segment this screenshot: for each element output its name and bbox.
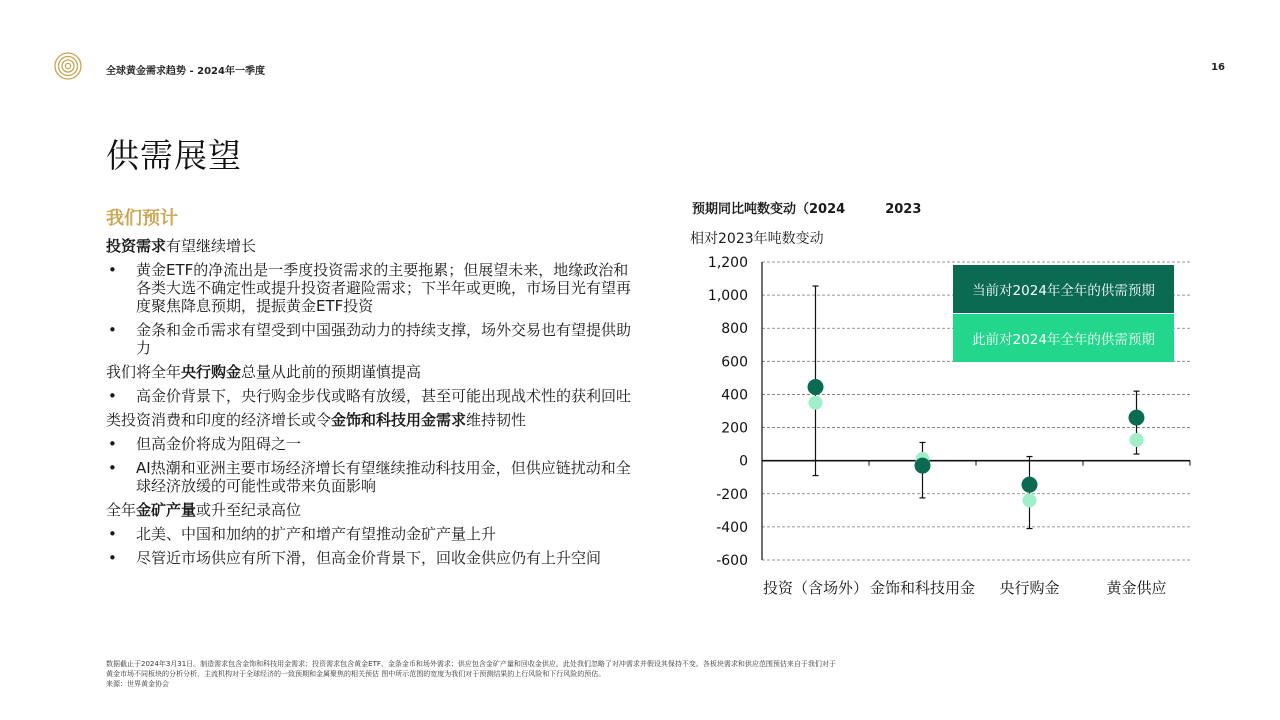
legend-previous-forecast: 此前对2024年全年的供需预期	[953, 314, 1174, 362]
x-category-label: 金饰和科技用金	[869, 579, 976, 597]
current-forecast-point	[1129, 410, 1145, 426]
y-tick-label: 0	[739, 453, 748, 470]
y-tick-label: -200	[716, 486, 748, 503]
bullet-item: • 黄金ETF的净流出是一季度投资需求的主要拖累；但展望未来，地缘政治和各类大选不确定性或提升投资者避险需求；下半年或更晚，市场目光有望再度聚焦降息预期，提振黄金ETF投资	[106, 261, 642, 315]
wgc-logo-icon	[54, 52, 82, 80]
footnote	[106, 659, 936, 689]
paragraph-jewellery-tech: 类投资消费和印度的经济增长或令金饰和科技用金需求维持韧性	[106, 411, 527, 429]
header-title: 全球黄金需求趋势 - 2024年一季度	[106, 66, 265, 77]
bullet-item: • AI热潮和亚洲主要市场经济增长有望继续推动科技用金，但供应链扰动和全球经济放缓的可能性或带来负面影响	[106, 459, 642, 495]
previous-forecast-point	[1130, 433, 1144, 447]
paragraph-investment: 投资需求有望继续增长	[106, 237, 257, 255]
footnote-line: 数据截止于2024年3月31日。制造需求包含金饰和科技用金需求；投资需求包含黄金ETF、金条金币和场外需求；供应包含金矿产量和回收金供应。此处我们忽略了对冲需求并假设其保持不变。各板块需求和供应范围预估来自于我们对于	[106, 660, 836, 668]
y-tick-label: 1,200	[707, 255, 748, 271]
previous-forecast-point	[809, 396, 823, 410]
legend-current-forecast: 当前对2024年全年的供需预期	[953, 265, 1174, 313]
page-title: 供需展望	[106, 136, 242, 175]
section-heading: 我们预计	[106, 208, 178, 229]
bullet-item: • 高金价背景下，央行购金步伐或略有放缓，甚至可能出现战术性的获利回吐	[106, 387, 642, 405]
bullet-item: • 但高金价将成为阻碍之一	[106, 435, 642, 453]
chart-subtitle: 相对2023年吨数变动	[690, 231, 824, 247]
outlook-text-panel	[106, 210, 666, 573]
page-number: 16	[1211, 62, 1225, 73]
y-tick-label: -600	[716, 553, 748, 569]
x-category-label: 黄金供应	[1106, 579, 1167, 597]
x-category-label: 央行购金	[999, 579, 1060, 597]
y-tick-label: 800	[721, 321, 748, 338]
chart-title: 预期同比吨数变动（2024 2023	[692, 202, 922, 217]
previous-forecast-point	[1023, 493, 1037, 507]
y-tick-label: 400	[721, 387, 748, 404]
bullet-item: • 北美、中国和加纳的扩产和增产有望推动金矿产量上升	[106, 525, 642, 543]
paragraph-central-bank: 我们将全年央行购金总量从此前的预期谨慎提高	[106, 363, 422, 381]
x-category-label: 投资（含场外）	[762, 579, 869, 597]
footnote-line: 黄金市场不同板块的分析分析，主流机构对于全球经济的一致预期和金属聚焦的相关预估 图中所示范围的宽度为我们对于预测结果的上行风险和下行风险的预估。	[106, 670, 606, 678]
current-forecast-point	[1022, 477, 1038, 493]
footnote-source: 来源：世界黄金协会	[106, 680, 169, 688]
paragraph-mine-production: 全年金矿产量或升至纪录高位	[106, 501, 302, 519]
bullet-item: • 金条和金币需求有望受到中国强劲动力的持续支撑，场外交易也有望提供助力	[106, 321, 642, 357]
current-forecast-point	[915, 458, 931, 474]
y-tick-label: 600	[721, 354, 748, 371]
y-tick-label: -400	[716, 519, 748, 536]
y-tick-label: 1,000	[707, 288, 748, 305]
bullet-item: • 尽管近市场供应有所下滑，但高金价背景下，回收金供应仍有上升空间	[106, 549, 642, 567]
current-forecast-point	[808, 379, 824, 395]
y-tick-label: 200	[721, 420, 748, 437]
